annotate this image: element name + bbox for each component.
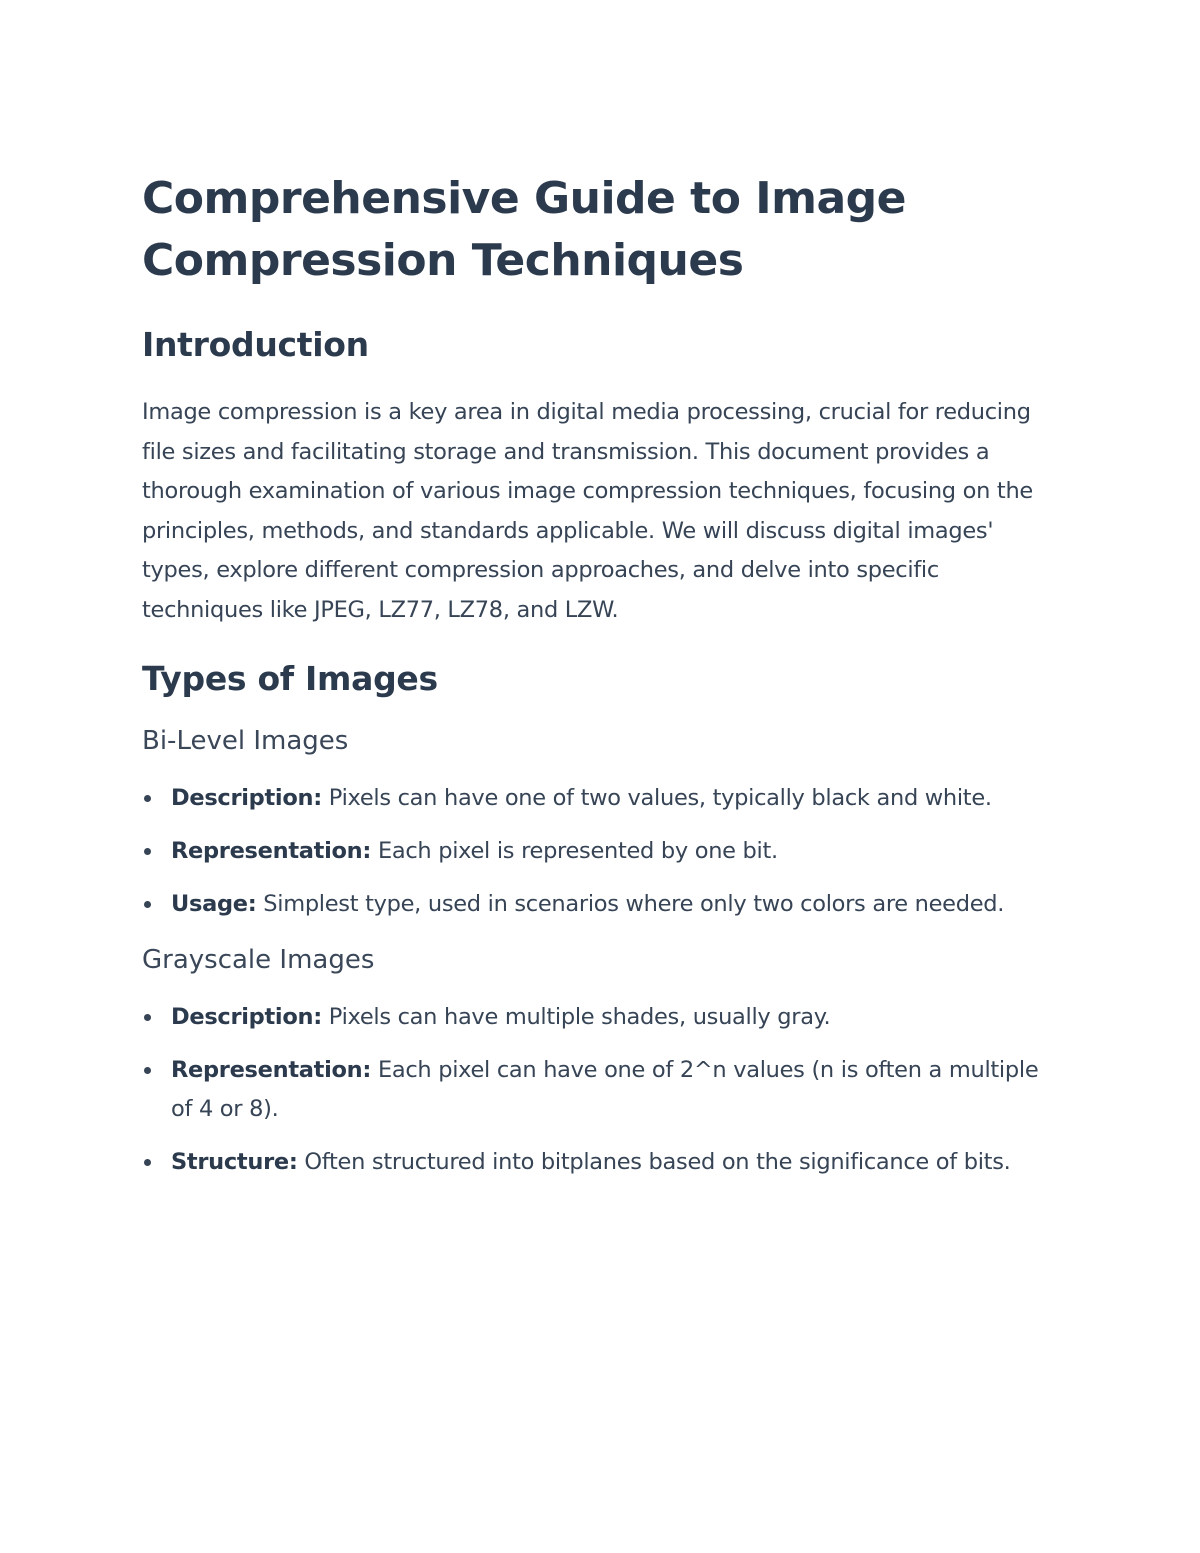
list-item [142, 1051, 1062, 1129]
list-item [142, 998, 1062, 1037]
list-item-text: Pixels can have multiple shades, usually gray. [321, 1003, 831, 1030]
list-item-term: Structure: [171, 1148, 298, 1175]
list-item-term: Description: [171, 1003, 322, 1030]
bullet-icon [144, 901, 151, 908]
bullet-icon [144, 1014, 151, 1021]
list-item-term: Description: [171, 784, 322, 811]
introduction-paragraph: Image compression is a key area in digital media processing, crucial for reducing file sizes and facilitating storage and transmission. This document provides a thorough examination of various image compression techniques, focusing on the principles, methods, and standards applicable. We will discuss digital images' types, explore different compression approaches, and delve into specific techniques like JPEG, LZ77, LZ78, and LZW. [142, 399, 1033, 623]
list-item-term: Representation: [171, 837, 372, 864]
list-item [142, 885, 1062, 924]
list-item-text: Often structured into bitplanes based on the significance of bits. [297, 1148, 1011, 1175]
list-item-term: Representation: [171, 1056, 372, 1083]
introduction-heading: Introduction [142, 325, 369, 364]
bi-level-images-heading: Bi-Level Images [142, 725, 349, 756]
document-page [142, 168, 1062, 1196]
bullet-icon [144, 1159, 151, 1166]
list-item-term: Usage: [171, 890, 257, 917]
grayscale-images-list [142, 998, 1062, 1182]
bullet-icon [144, 1067, 151, 1074]
bullet-icon [144, 848, 151, 855]
bullet-icon [144, 795, 151, 802]
list-item-text: Each pixel is represented by one bit. [371, 837, 778, 864]
list-item-text: Pixels can have one of two values, typically black and white. [321, 784, 992, 811]
bi-level-images-list [142, 779, 1062, 924]
list-item [142, 832, 1062, 871]
list-item-text: Simplest type, used in scenarios where only two colors are needed. [256, 890, 1005, 917]
list-item-text: Each pixel can have one of 2^n values (n is often a multiple of 4 or 8). [171, 1056, 1039, 1122]
types-of-images-heading: Types of Images [142, 658, 438, 698]
list-item [142, 1143, 1062, 1182]
list-item [142, 779, 1062, 818]
grayscale-images-heading: Grayscale Images [142, 944, 375, 975]
document-title: Comprehensive Guide to Image Compression Techniques [142, 173, 907, 286]
